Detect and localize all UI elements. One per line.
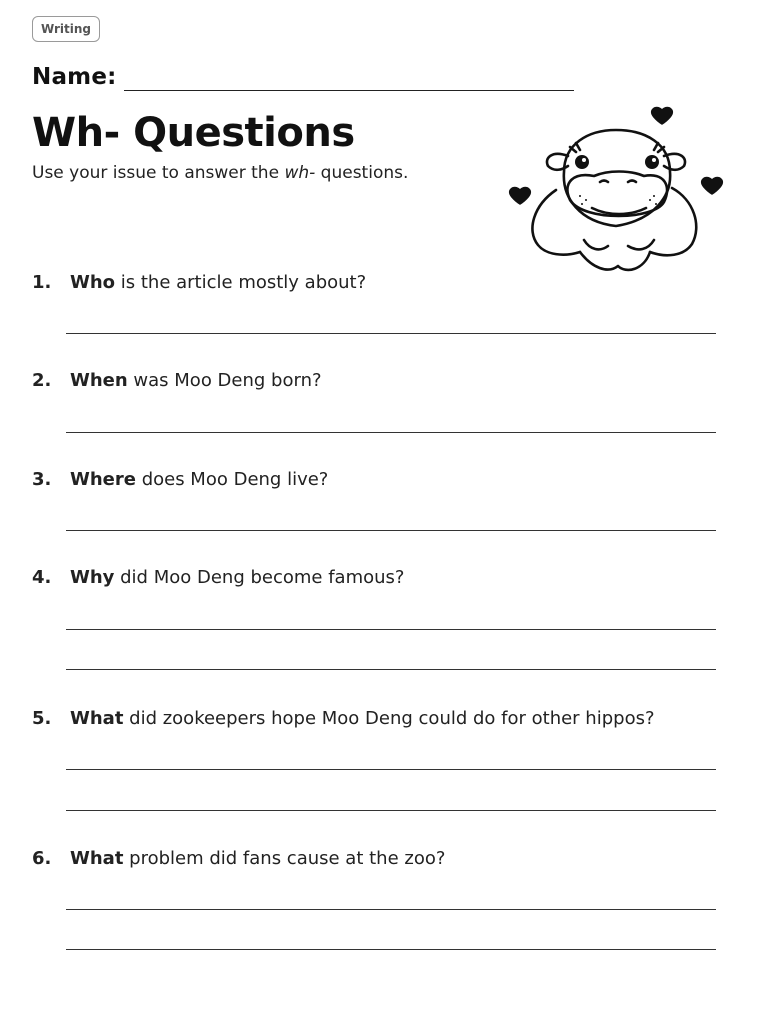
answer-line-4b[interactable] xyxy=(66,669,716,670)
instructions-text-start: Use your issue to answer the xyxy=(32,163,285,183)
question-keyword: When xyxy=(70,370,128,391)
instructions-text-end: questions. xyxy=(315,163,409,183)
name-answer-line[interactable] xyxy=(124,90,574,91)
question-5 xyxy=(32,708,655,729)
instructions xyxy=(32,163,408,183)
question-text: is the article mostly about? xyxy=(115,272,367,293)
question-text: was Moo Deng born? xyxy=(127,370,322,391)
name-label: Name: xyxy=(32,64,117,90)
answer-line-2a[interactable] xyxy=(66,432,716,433)
answer-line-5b[interactable] xyxy=(66,810,716,811)
question-text: did Moo Deng become famous? xyxy=(114,567,405,588)
question-number: 3. xyxy=(32,469,52,490)
question-keyword: What xyxy=(70,708,124,729)
answer-line-6b[interactable] xyxy=(66,949,716,950)
question-6 xyxy=(32,848,445,869)
question-number: 5. xyxy=(32,708,52,729)
question-keyword: Why xyxy=(70,567,115,588)
writing-tag: Writing xyxy=(32,16,100,42)
question-text: does Moo Deng live? xyxy=(135,469,329,490)
question-text: problem did fans cause at the zoo? xyxy=(123,848,446,869)
question-1 xyxy=(32,272,366,293)
page-title: Wh- Questions xyxy=(32,110,355,156)
answer-line-5a[interactable] xyxy=(66,769,716,770)
heart-icon xyxy=(510,107,723,204)
question-4 xyxy=(32,567,404,588)
question-2 xyxy=(32,370,322,391)
question-number: 2. xyxy=(32,370,52,391)
hippo-icon xyxy=(504,100,734,280)
question-number: 1. xyxy=(32,272,52,293)
question-keyword: Where xyxy=(70,469,136,490)
answer-line-1a[interactable] xyxy=(66,333,716,334)
answer-line-4a[interactable] xyxy=(66,629,716,630)
question-keyword: What xyxy=(70,848,124,869)
answer-line-6a[interactable] xyxy=(66,909,716,910)
question-number: 6. xyxy=(32,848,52,869)
question-text: did zookeepers hope Moo Deng could do for other hippos? xyxy=(123,708,655,729)
question-3 xyxy=(32,469,328,490)
question-number: 4. xyxy=(32,567,52,588)
instructions-emphasis: wh- xyxy=(284,163,316,183)
answer-line-3a[interactable] xyxy=(66,530,716,531)
question-keyword: Who xyxy=(70,272,116,293)
